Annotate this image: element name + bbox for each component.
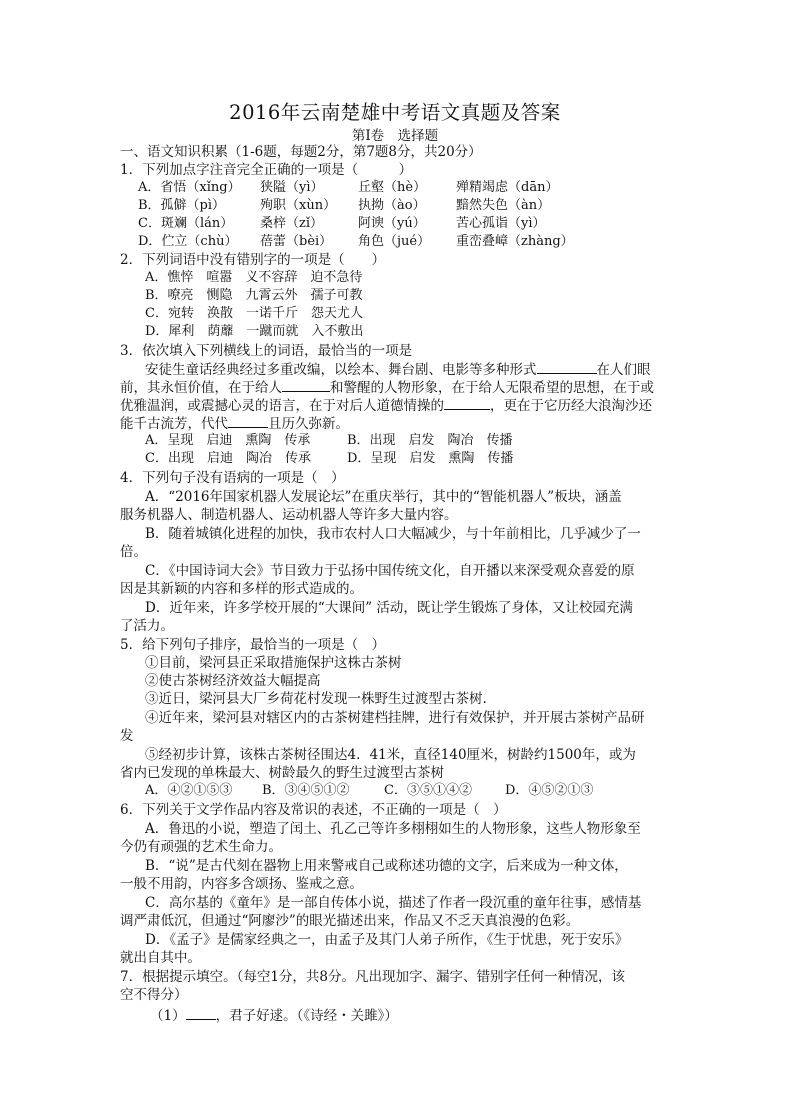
fill-blank-3 <box>444 396 490 410</box>
question-7-stem-line-2: 空不得分） <box>120 987 188 1003</box>
q3-passage-text: 和警醒的人物形象，在于给人无限希望的思想，在于或 <box>330 380 654 396</box>
q6-option-b-line-2: 一般不用韵，内容多含颂扬、鉴戒之意。 <box>120 876 363 892</box>
question-7-stem-line-1: 7．根据提示填空。（每空1分，共8分。凡出现加字、漏字、错别字任何一种情况，该 <box>120 969 626 985</box>
q5-option-a: A．④②①⑤③ <box>145 783 233 798</box>
section-heading: 一、语文知识积累（1-6题，每题2分，第7题8分，共20分） <box>120 144 482 160</box>
q2-option-c: C．宛转 涣散 一诺千斤 怨天尤人 <box>145 306 363 321</box>
q3-passage-text: 优雅温润，或震撼心灵的语言，在于对后人道德情操的 <box>120 398 444 414</box>
q6-option-c-line-2: 调严肃低沉，但通过“阿廖沙”的眼光描述出来，作品又不乏天真浪漫的色彩。 <box>120 913 580 929</box>
q1-option-c-2: 桑梓（zǐ） <box>260 216 324 231</box>
page-title: 2016年云南楚雄中考语文真题及答案 <box>229 101 561 124</box>
q5-option-b: B．③④⑤①② <box>262 783 350 798</box>
q4-option-b-line-1: B．随着城镇化进程的加快，我市农村人口大幅减少，与十年前相比，几乎减少了一 <box>145 526 641 542</box>
q3-passage-line-4 <box>120 414 349 433</box>
q4-option-c-line-1: C．《中国诗词大会》节目致力于弘扬中国传统文化，自开播以来深受观众喜爱的原 <box>145 563 635 579</box>
q6-option-b-line-1: B．“说”是古代刻在器物上用来警戒自己或称述功德的文字，后来成为一种文体， <box>145 858 628 874</box>
q1-option-d-4: 重峦叠嶂（zhàng） <box>456 234 574 249</box>
q5-sentence-3: ③近日，梁河县大厂乡荷花村发现一株野生过渡型古茶树. <box>145 691 487 707</box>
q2-option-d: D．犀利 荫蘼 一蹴而就 入不敷出 <box>145 324 364 339</box>
q1-option-a-1: A．省悟（xǐng） <box>138 180 241 195</box>
question-4-stem: 4．下列句子没有语病的一项是（ ） <box>120 470 345 486</box>
q7-item-text: ，君子好逑。（《诗经・关雎》） <box>215 1008 398 1024</box>
q3-passage-line-2 <box>120 378 654 397</box>
q5-option-d: D．④⑤②①③ <box>505 783 594 798</box>
question-5-stem: 5．给下列句子排序，最恰当的一项是（ ） <box>120 637 386 653</box>
fill-blank-4 <box>228 414 268 428</box>
q2-option-b: B．嘹亮 恻隐 九霄云外 孺子可教 <box>145 288 363 303</box>
q3-passage-text: 前，其永恒价值，在于给人 <box>120 380 282 396</box>
q4-option-b-line-2: 倍。 <box>120 544 147 560</box>
q6-option-d-line-2: 就出自其中。 <box>120 950 201 966</box>
q3-passage-line-3 <box>120 396 652 415</box>
q5-sentence-1: ①目前，梁河县正采取措施保护这株古茶树 <box>145 655 402 671</box>
q6-option-d-line-1: D．《孟子》是儒家经典之一，由孟子及其门人弟子所作，《生于忧患，死于安乐》 <box>145 932 629 948</box>
section-subtitle: 第Ⅰ卷 选择题 <box>351 128 439 144</box>
fill-blank-1 <box>537 360 597 374</box>
q4-option-d-line-2: 了活力。 <box>120 618 174 634</box>
question-3-stem: 3．依次填入下列横线上的词语，最恰当的一项是 <box>120 343 413 359</box>
q1-option-d-3: 角色（jué） <box>358 234 431 249</box>
q3-passage-text: 能千古流芳，代代 <box>120 416 228 432</box>
q7-item-1 <box>150 1006 398 1025</box>
q6-option-c-line-1: C．高尔基的《童年》是一部自传体小说，描述了作者一段沉重的童年往事，感情基 <box>145 895 642 911</box>
q7-item-number: （1） <box>150 1008 186 1024</box>
q6-option-a-line-2: 今仍有顽强的艺术生命力。 <box>120 839 282 855</box>
q2-option-a: A．憔悴 喧嚣 义不容辞 迫不急待 <box>145 270 363 285</box>
q1-option-c-1: C．斑斓（lán） <box>138 216 234 231</box>
q5-sentence-5-line-1: ⑤经初步计算，该株古茶树径围达4．41米，直径140厘米，树龄约1500年，或为 <box>145 747 636 763</box>
q1-option-b-4: 黯然失色（àn） <box>456 198 551 213</box>
q1-option-b-2: 殉职（xùn） <box>260 198 337 213</box>
q5-sentence-4-line-1: ④近年来，梁河县对辖区内的古茶树建档挂牌，进行有效保护，并开展古茶树产品研 <box>145 710 645 726</box>
q1-option-b-1: B．孤僻（pì） <box>138 198 226 213</box>
fill-blank-q7-1 <box>186 1006 216 1020</box>
q3-option-b: B．出现 启发 陶冶 传播 <box>347 433 513 448</box>
q5-option-c: C．③⑤①④② <box>384 783 472 798</box>
fill-blank-2 <box>282 378 330 392</box>
q5-sentence-5-line-2: 省内已发现的单株最大、树龄最久的野生过渡型古茶树 <box>120 765 444 781</box>
q3-passage-line-1 <box>145 360 651 379</box>
q4-option-c-line-2: 因是其新颖的内容和多样的形式造成的。 <box>120 581 363 597</box>
question-1-stem: 1．下列加点字注音完全正确的一项是（ ） <box>120 162 413 178</box>
q1-option-a-4: 殚精竭虑（dān） <box>456 180 559 195</box>
q3-passage-text: 在人们眼 <box>596 362 651 378</box>
q1-option-a-3: 丘壑（hè） <box>358 180 427 195</box>
q3-option-d: D．呈现 启发 熏陶 传播 <box>347 451 514 466</box>
q6-option-a-line-1: A．鲁迅的小说，塑造了闰土、孔乙己等许多栩栩如生的人物形象，这些人物形象至 <box>145 821 641 837</box>
question-2-stem: 2．下列词语中没有错别字的一项是（ ） <box>120 252 386 268</box>
q1-option-c-4: 苦心孤诣（yì） <box>456 216 546 231</box>
q5-sentence-2: ②使古茶树经济效益大幅提高 <box>145 673 321 689</box>
q5-sentence-4-line-2: 发 <box>120 728 134 744</box>
q1-option-d-1: D．伫立（chù） <box>138 234 238 249</box>
q3-passage-text: 且历久弥新。 <box>268 416 349 432</box>
q3-passage-text: 安徒生童话经典经过多重改编，以绘本、舞台剧、电影等多种形式 <box>145 362 537 378</box>
question-6-stem: 6．下列关于文学作品内容及常识的表述，不正确的一项是（ ） <box>120 802 507 818</box>
q1-option-c-3: 阿谀（yú） <box>358 216 426 231</box>
q4-option-a-line-1: A．“2016年国家机器人发展论坛”在重庆举行，其中的“智能机器人”板块，涵盖 <box>145 489 622 505</box>
q3-option-a: A．呈现 启迪 熏陶 传承 <box>145 433 311 448</box>
q4-option-d-line-1: D．近年来，许多学校开展的“大课间” 活动，既让学生锻炼了身体，又让校园充满 <box>145 600 633 616</box>
q3-option-c: C．出现 启迪 陶冶 传承 <box>145 451 311 466</box>
q1-option-d-2: 蓓蕾（bèi） <box>260 234 333 249</box>
q3-passage-text: ，更在于它历经大浪淘沙还 <box>490 398 652 414</box>
q4-option-a-line-2: 服务机器人、制造机器人、运动机器人等许多大量内容。 <box>120 507 458 523</box>
q1-option-b-3: 执拗（ào） <box>358 198 426 213</box>
q1-option-a-2: 狭隘（yì） <box>260 180 324 195</box>
